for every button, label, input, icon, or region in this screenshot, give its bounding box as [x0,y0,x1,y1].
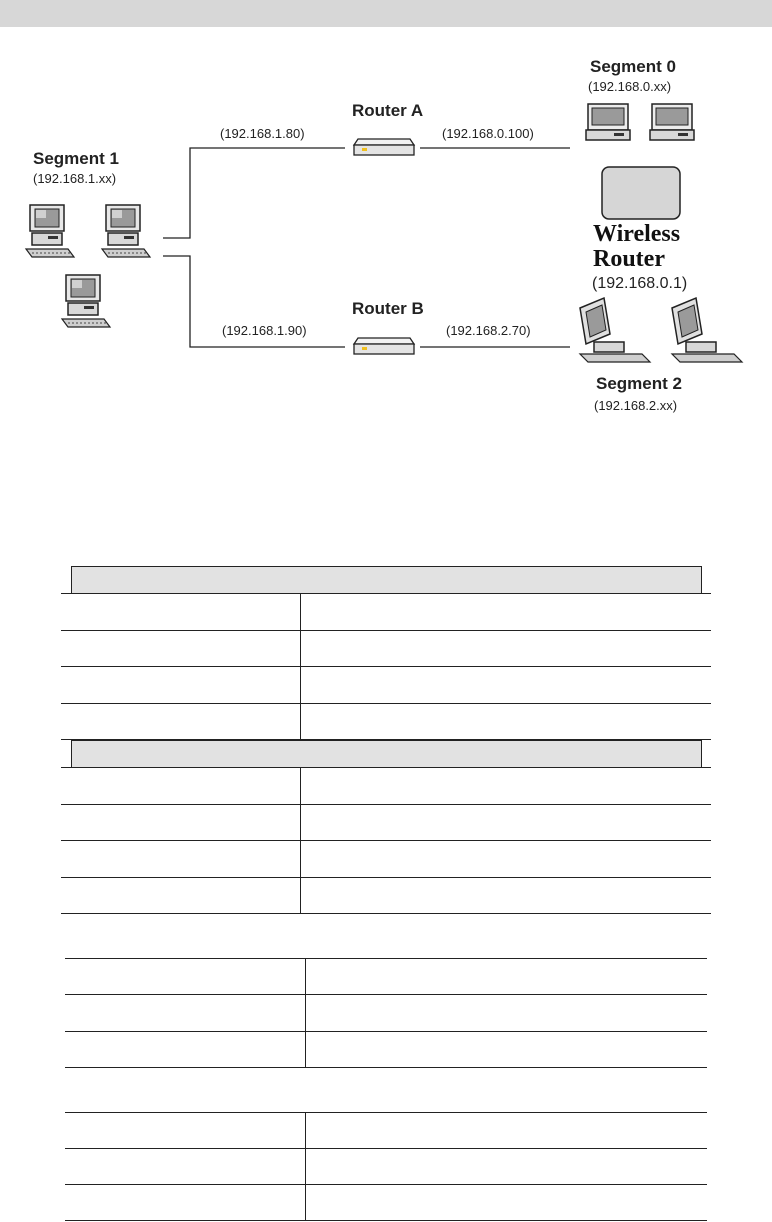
table1-section-a-band [71,566,702,593]
router-b-title: Router B [352,299,424,318]
column-divider [305,1112,306,1220]
table1-section-b-band [71,740,702,767]
table-row [61,877,711,878]
table-row [65,1067,707,1068]
table-row [65,994,707,995]
network-diagram [0,0,772,440]
table-row [61,630,711,631]
wireless-router-icon [602,167,680,219]
wireless-router-line1: Wireless [593,221,681,247]
table-row [61,840,711,841]
table-row [65,1112,707,1113]
router-a-title: Router A [352,101,424,120]
segment1-subnet: (192.168.1.xx) [33,171,117,186]
segment2-computer-1 [580,298,650,362]
route-table-2 [65,958,707,1068]
segment0-computer-2 [650,104,694,140]
table-row [61,703,711,704]
segment2-subnet: (192.168.2.xx) [594,398,678,413]
table-row [61,739,711,740]
table-row [65,1031,707,1032]
router-b-left-ip: (192.168.1.90) [222,323,307,338]
segment0-computer-1 [586,104,630,140]
segment1-computer-1 [26,205,74,257]
table-row [65,1220,707,1221]
table-row [65,958,707,959]
segment2-computer-2 [672,298,742,362]
router-a-icon [354,139,414,155]
table1-section-a-band-line [61,593,711,594]
segment0-subnet: (192.168.0.xx) [588,79,672,94]
table-row [61,666,711,667]
route-table-1 [61,566,711,914]
segment1-computer-2 [102,205,150,257]
router-a-right-ip: (192.168.0.100) [442,126,534,141]
wireless-router-line2: Router [593,246,665,272]
router-a-left-ip: (192.168.1.80) [220,126,305,141]
table-row [65,1148,707,1149]
table-row [61,913,711,914]
column-divider [300,768,301,914]
wireless-router-ip: (192.168.0.1) [592,275,688,292]
route-table-3 [65,1112,707,1222]
segment1-computer-3 [62,275,110,327]
segment2-title: Segment 2 [596,374,682,393]
segment1-title: Segment 1 [33,149,119,168]
router-b-right-ip: (192.168.2.70) [446,323,531,338]
column-divider [305,958,306,1068]
router-b-icon [354,338,414,354]
column-divider [300,594,301,740]
table1-section-b-band-line [61,767,711,768]
table-row [65,1184,707,1185]
table-row [61,804,711,805]
segment0-title: Segment 0 [590,57,676,76]
